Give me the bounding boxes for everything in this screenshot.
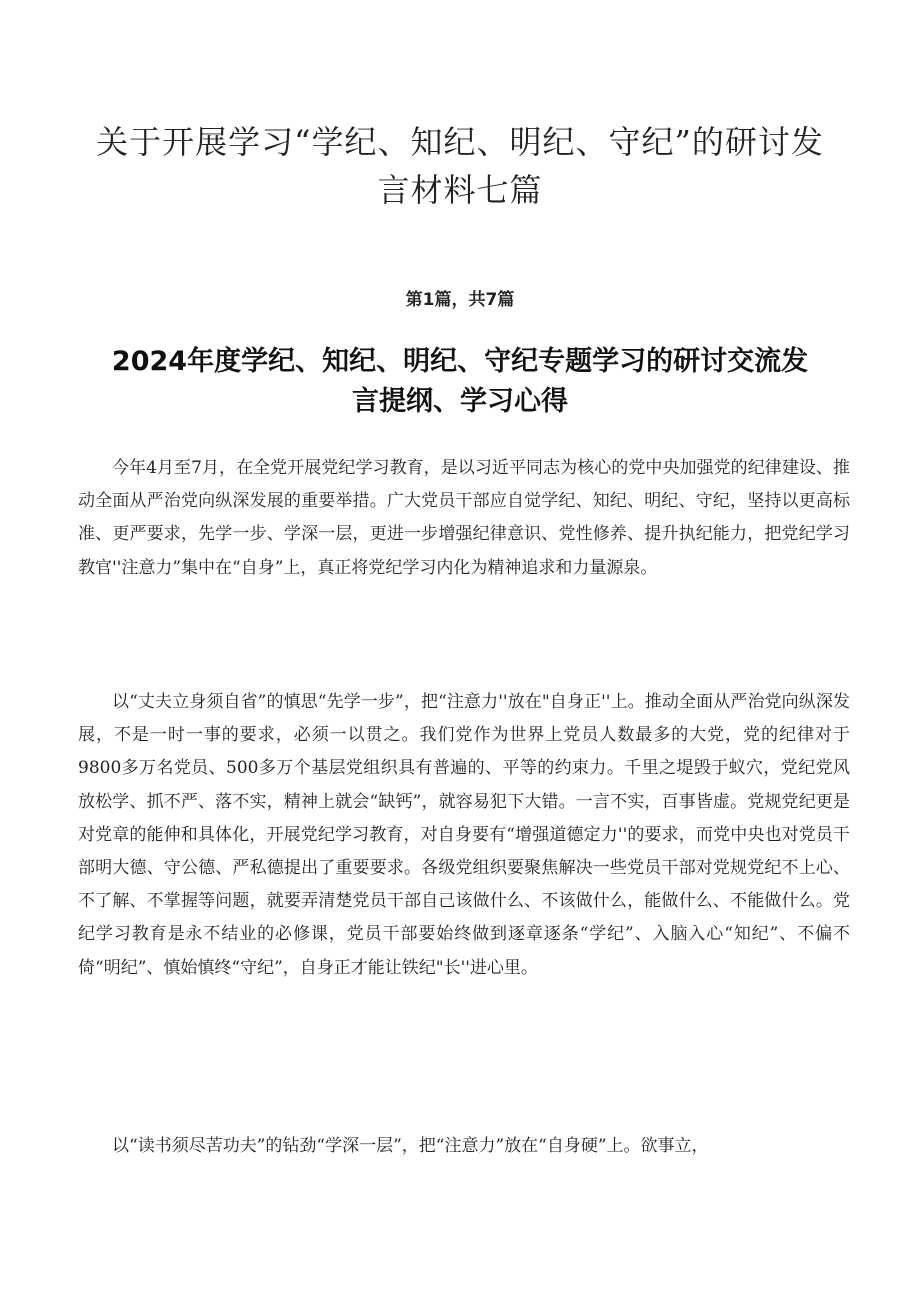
body-paragraph: 以“丈夫立身须自省”的慎思“先学一步”，把“注意力''放在"自身正''上。推动全面从严治党向纵深发展，不是一时一事的要求，必须一以贯之。我们党作为世界上党员人数最多的大党，党的纪律对于9800多万名党员、500多万个基层党组织具有普遍的、平等的约束力。千里之堤毁于蚁穴，党纪党风放松学、抓不严、落不实，精神上就会“缺钙”，就容易犯下大错。一言不实，百事皆虚。党规党纪更是对党章的能伸和具体化，开展党纪学习教育，对自身要有“增强道德定力''的要求，而党中央也对党员干部明大德、守公德、严私德提出了重要要求。各级党组织要聚焦解决一些党员干部对党规党纪不上心、不了解、不掌握等问题，就要弄清楚党员干部自己该做什么、不该做什么，能做什么、不能做什么。党纪学习教育是永不结业的必修课，党员干部要始终做到逐章逐条“学纪”、入脑入心“知纪”、不偏不倚“明纪”、慎始慎终“守纪”，自身正才能让铁纪"长''进心里。 bbox=[78, 692, 850, 978]
article-count: 第1篇，共7篇 bbox=[405, 290, 515, 310]
body-paragraph: 今年4月至7月，在全党开展党纪学习教育，是以习近平同志为核心的党中央加强党的纪律建设、推动全面从严治党向纵深发展的重要举措。广大党员干部应自觉学纪、知纪、明纪、守纪，坚持以更高标准、更严要求，先学一步、学深一层，更进一步增强纪律意识、党性修养、提升执纪能力，把党纪学习教官''注意力”集中在“自身”上，真正将党纪学习内化为精神追求和力量源泉。 bbox=[78, 458, 850, 578]
body-paragraph: 以“读书须尽苦功夫”的钻劲“学深一层”，把“注意力”放在“自身硬”上。欲事立， bbox=[112, 1136, 709, 1156]
article-title: 2024年度学纪、知纪、明纪、守纪专题学习的研讨交流发言提纲、学习心得 bbox=[111, 346, 809, 417]
document-title: 关于开展学习“学纪、知纪、明纪、守纪”的研讨发言材料七篇 bbox=[96, 123, 824, 209]
